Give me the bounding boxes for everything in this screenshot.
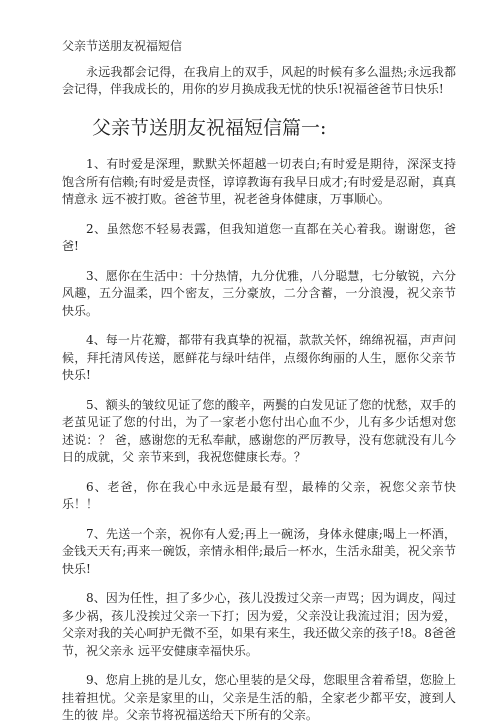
greeting-item-8: 8、因为任性，担了多少心，孩儿没拨过父亲一声骂；因为调皮，闯过多少祸，孩儿没挨过父亲一下打；因为爱，父亲没让我流过泪；因为爱，父亲对我的关心呵护无微不至，如果有来生，我还做父亲的孩子!8。8爸爸节，祝父亲永 远平安健康幸福快乐。 xyxy=(62,591,456,658)
greeting-item-7: 7、先送一个亲，祝你有人爱;再上一碗汤，身体永健康;喝上一杯酒，金钱天天有;再来一碗饭，亲情永相伴;最后一杯水，生活永甜美，祝父亲节快乐! xyxy=(62,526,456,576)
greeting-item-1: 1、有时爱是深理，默默关怀超越一切表白;有时爱是期待，深深支持饱含所有信赖;有时爱是责怪，谆谆教诲有我早日成才;有时爱是忍耐，真真情意永 远不被打败。爸爸节里，祝老爸身体健康，万事顺心。 xyxy=(62,157,456,206)
greeting-item-6: 6、老爸，你在我心中永远是最有型，最棒的父亲，祝您父亲节快乐！！ xyxy=(62,479,456,511)
greeting-item-9: 9、您肩上挑的是儿女，您心里装的是父母，您眼里含着希望，您脸上挂着担忧。父亲是家里的山，父亲是生活的船，全家老少都平安，渡到人生的彼 岸。父亲节将祝福送给天下所有的父亲。 xyxy=(62,673,456,722)
intro-paragraph: 永远我都会记得，在我肩上的双手，风起的时候有多么温热;永远我都会记得，伴我成长的，用你的岁月换成我无忧的快乐!祝福爸爸节日快乐! xyxy=(62,65,456,96)
section-title: 父亲节送朋友祝福短信篇一: xyxy=(92,117,327,139)
document-header: 父亲节送朋友祝福短信 xyxy=(62,39,183,53)
greeting-item-5: 5、额头的皱纹见证了您的酸辛，两鬓的白发见证了您的忧愁，双手的老茧见证了您的付出，为了一家老小您付出心血不少，儿有多少话想对您述说：？ 爸，感谢您的无私奉献，感谢您的严厉教导，没有您就没有儿今日的成就，父 亲节来到，我祝您健康长寿。？ xyxy=(62,397,456,464)
greeting-item-3: 3、愿你在生活中：十分热情，九分优雅，八分聪慧，七分敏锐，六分风趣，五分温柔，四个密友，三分豪放，二分含蓄，一分浪漫，祝父亲节快乐。 xyxy=(62,268,456,318)
greeting-item-2: 2、虽然您不轻易表露，但我知道您一直都在关心着我。谢谢您，爸爸! xyxy=(62,221,456,253)
greeting-item-4: 4、每一片花瓣，都带有我真挚的祝福，款款关怀，绵绵祝福，声声问候，拜托清风传送，愿鲜花与绿叶结伴，点缀你绚丽的人生，愿你父亲节快乐! xyxy=(62,333,456,382)
